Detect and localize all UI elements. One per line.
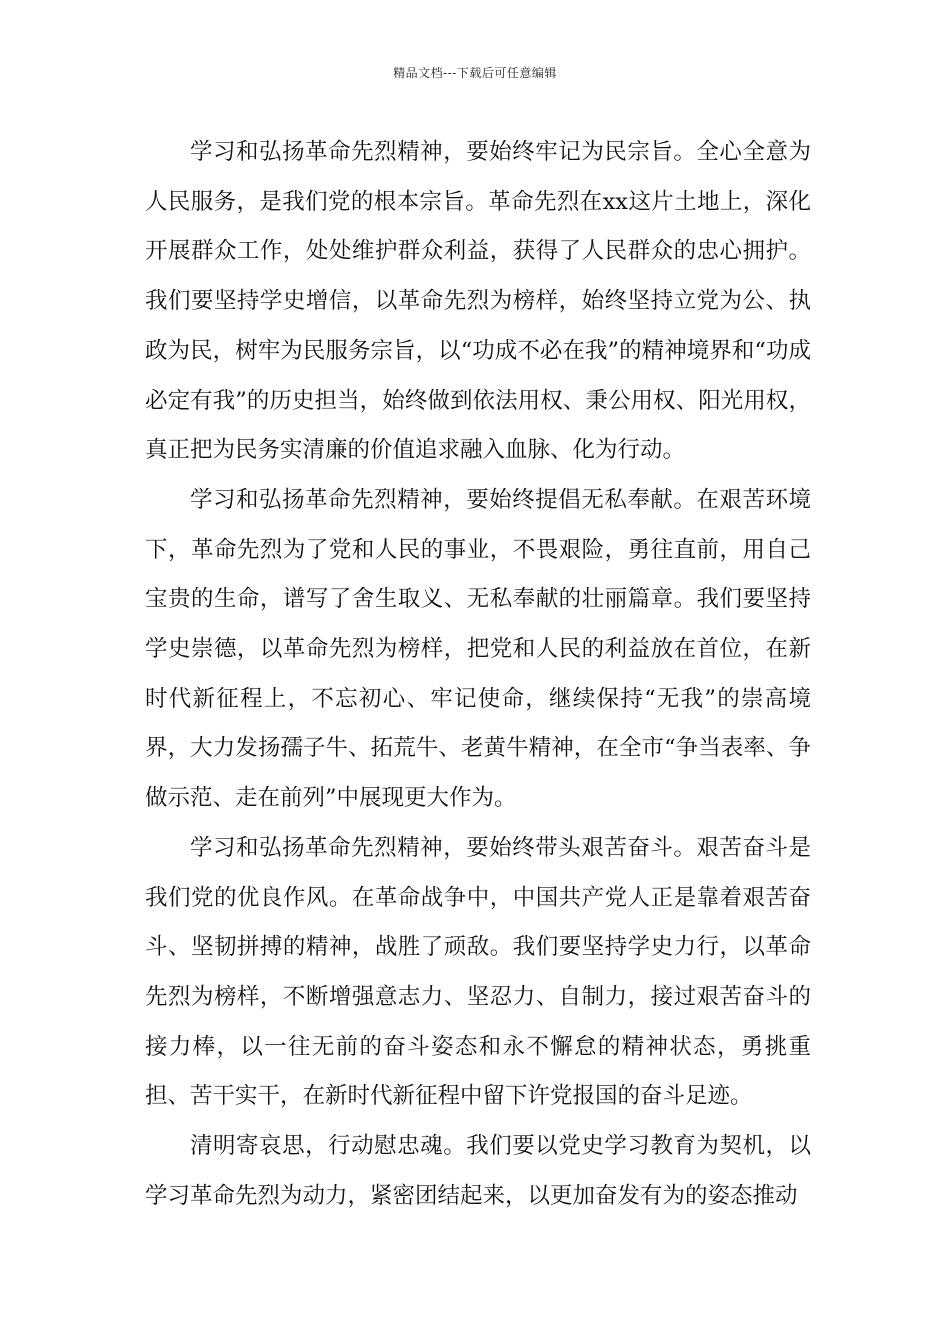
paragraph-1: 学习和弘扬革命先烈精神，要始终牢记为民宗旨。全心全意为人民服务，是我们党的根本宗旨。革命先烈在xx这片土地上，深化开展群众工作，处处维护群众利益，获得了人民群众的忠心拥护。我们要坚持学史增信，以革命先烈为榜样，始终坚持立党为公、执政为民，树牢为民服务宗旨，以“功成不必在我”的精神境界和“功成必定有我”的历史担当，始终做到依法用权、秉公用权、阳光用权，真正把为民务实清廉的价值追求融入血脉、化为行动。 — [145, 139, 811, 464]
paragraph-2: 学习和弘扬革命先烈精神，要始终提倡无私奉献。在艰苦环境下，革命先烈为了党和人民的事业，不畏艰险，勇往直前，用自己宝贵的生命，谱写了舍生取义、无私奉献的壮丽篇章。我们要坚持学史崇德，以革命先烈为榜样，把党和人民的利益放在首位，在新时代新征程上，不忘初心、牢记使命，继续保持“无我”的崇高境界，大力发扬孺子牛、拓荒牛、老黄牛精神，在全市“争当表率、争做示范、走在前列”中展现更大作为。 — [145, 486, 811, 812]
document-body — [145, 128, 811, 1221]
page-header: 精品文档---下载后可任意编辑 — [393, 66, 557, 80]
paragraph-4: 清明寄哀思，行动慰忠魂。我们要以党史学习教育为契机，以学习革命先烈为动力，紧密团结起来，以更加奋发有为的姿态推动 — [145, 1133, 811, 1209]
paragraph-3: 学习和弘扬革命先烈精神，要始终带头艰苦奋斗。艰苦奋斗是我们党的优良作风。在革命战争中，中国共产党人正是靠着艰苦奋斗、坚韧拼搏的精神，战胜了顽敌。我们要坚持学史力行，以革命先烈为榜样，不断增强意志力、坚忍力、自制力，接过艰苦奋斗的接力棒，以一往无前的奋斗姿态和永不懈怠的精神状态，勇挑重担、苦干实干，在新时代新征程中留下许党报国的奋斗足迹。 — [145, 834, 811, 1110]
